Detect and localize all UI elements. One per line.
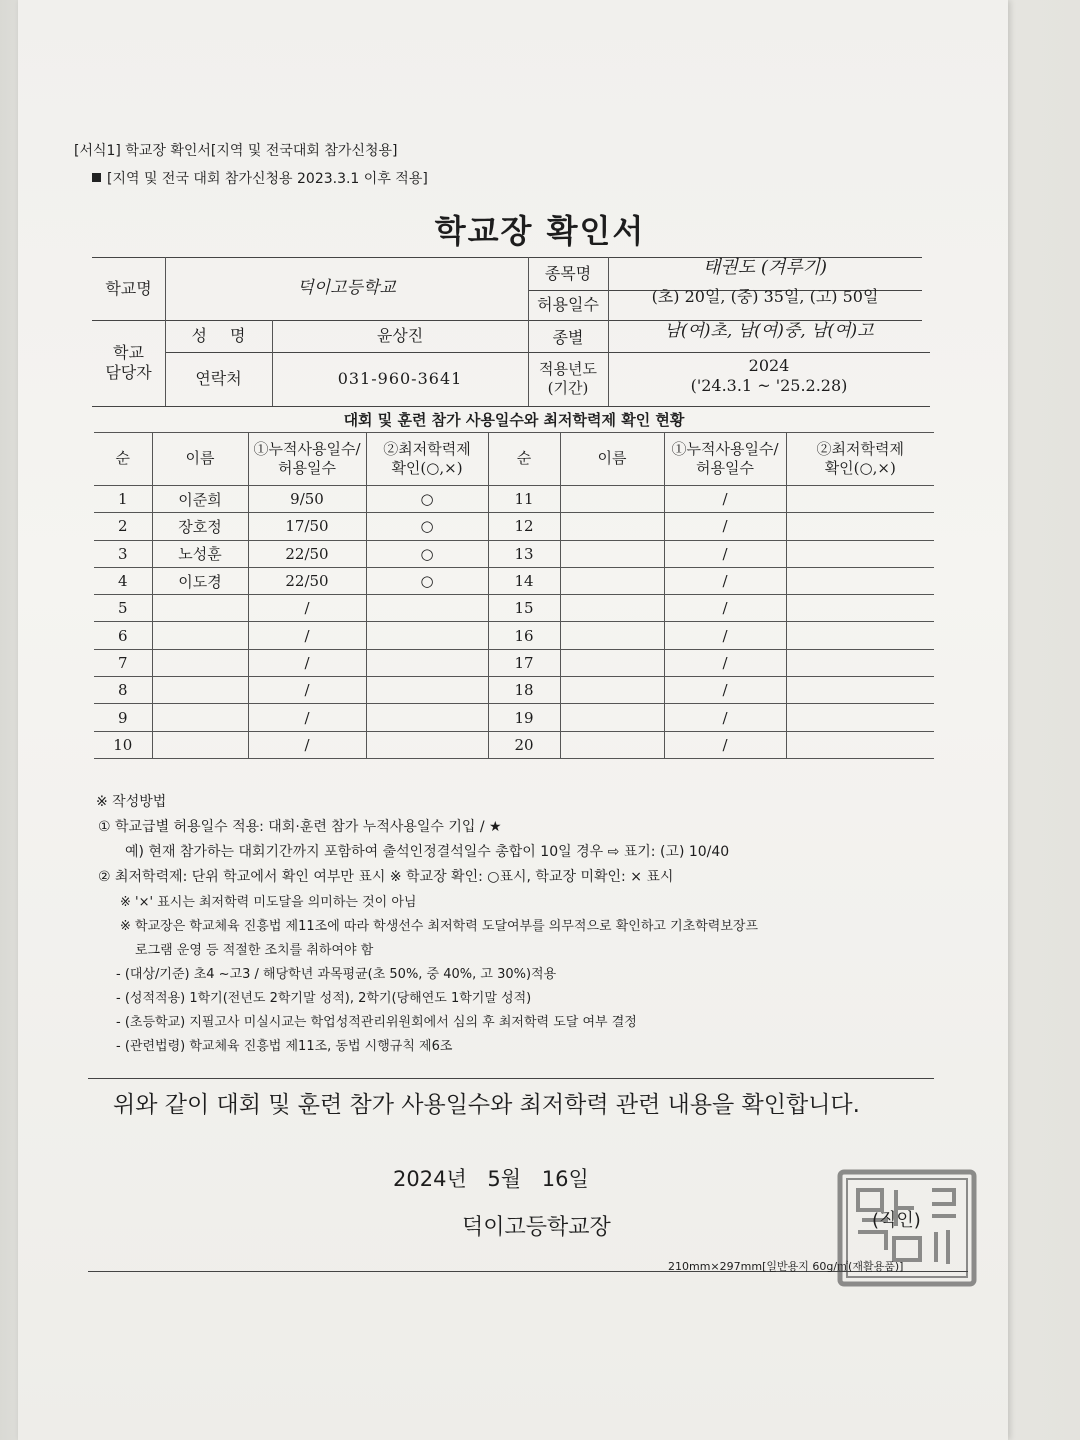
row-no: 4 [94,567,152,594]
row-no-right: 20 [488,731,560,758]
row-name-right [560,704,664,731]
row-check-right [786,731,934,758]
row-name [152,731,248,758]
header-no: 순 [94,433,152,486]
principal-name: 덕이고등학교장 [462,1215,611,1240]
row-days: 22/50 [248,540,366,567]
document-title: 학교장 확인서 [434,212,646,250]
name-label: 성 명 [191,326,246,345]
row-check [366,704,488,731]
seal-label: (직인) [872,1210,921,1231]
table-row [94,622,934,649]
row-no-right: 14 [488,567,560,594]
confirm-top-line [88,1078,934,1079]
contact-label: 연락처 [195,369,242,388]
row-check-right [786,649,934,676]
scope-caption-text: [지역 및 전국 대회 참가신청용 2023.3.1 이후 적용] [107,171,428,187]
row-days-right: / [664,677,786,704]
header-check-right: ②최저학력제 확인(○,×) [786,433,934,486]
row-days: 17/50 [248,513,366,540]
row-check: ○ [366,567,488,594]
allowed-days-value: (초) 20일, (중) 35일, (고) 50일 [651,287,879,306]
row-check [366,677,488,704]
row-no-right: 11 [488,486,560,513]
school-value: 덕이고등학교 [297,277,396,298]
row-check-right [786,622,934,649]
school-label: 학교명 [105,278,152,298]
manager-label: 학교 담당자 [105,343,152,382]
note-line-2: 예) 현재 참가하는 대회기간까지 포함하여 출석인정결석일수 총합이 10일 경우 ⇨ 표기: (고) 10/40 [125,844,730,860]
row-days-right: / [664,486,786,513]
row-name-right [560,595,664,622]
row-days-right: / [664,704,786,731]
header-no-right: 순 [488,433,560,486]
row-no: 1 [94,486,152,513]
confirmation-date: 2024년 5월 16일 [393,1167,589,1191]
row-check-right [786,595,934,622]
row-check: ○ [366,513,488,540]
table-row [94,486,934,513]
header-days: ①누적사용일수/ 허용일수 [248,433,366,486]
row-no: 5 [94,595,152,622]
row-days-right: / [664,622,786,649]
row-no: 6 [94,622,152,649]
row-no: 7 [94,649,152,676]
row-no: 9 [94,704,152,731]
header-check: ②최저학력제 확인(○,×) [366,433,488,486]
year-value: 2024 [748,356,790,375]
row-no-right: 13 [488,540,560,567]
allowed-days-label: 허용일수 [537,295,599,314]
row-days: / [248,704,366,731]
section-title: 대회 및 훈련 참가 사용일수와 최저학력제 확인 현황 [343,410,685,429]
row-name [152,595,248,622]
table-row [94,567,934,594]
row-check [366,622,488,649]
note-line-6: 로그램 운영 등 적절한 조치를 취하여야 함 [135,943,374,958]
row-name-right [560,540,664,567]
row-name: 장호정 [152,513,248,540]
row-name: 노성훈 [152,540,248,567]
row-no-right: 16 [488,622,560,649]
scope-caption [92,168,428,188]
type-label: 종별 [552,328,584,347]
row-no-right: 18 [488,677,560,704]
table-row [94,513,934,540]
row-check-right [786,567,934,594]
row-check: ○ [366,540,488,567]
name-value: 윤상진 [376,326,424,345]
note-line-1: ① 학교급별 허용일수 적용: 대회·훈련 참가 누적사용일수 기입 / ★ [98,819,502,835]
row-name-right [560,649,664,676]
row-check-right [786,677,934,704]
row-days: / [248,622,366,649]
row-no: 10 [94,731,152,758]
row-days: / [248,731,366,758]
row-check: ○ [366,486,488,513]
note-line-3: ② 최저학력제: 단위 학교에서 확인 여부만 표시 ※ 학교장 확인: ○표시, 학교장 미확인: × 표시 [98,869,674,885]
row-check [366,731,488,758]
confirmation-text: 위와 같이 대회 및 훈련 참가 사용일수와 최저학력 관련 내용을 확인합니다. [113,1092,860,1118]
header-days-right: ①누적사용일수/ 허용일수 [664,433,786,486]
row-name-right [560,486,664,513]
row-name: 이준희 [152,486,248,513]
row-days: / [248,649,366,676]
notes-heading: ※ 작성방법 [96,794,167,810]
row-days: / [248,595,366,622]
roster-table [94,432,934,759]
row-check-right [786,540,934,567]
note-line-10: - (관련법령) 학교체육 진흥법 제11조, 동법 시행규칙 제6조 [116,1039,453,1054]
year-label: 적용년도 (기간) [539,360,597,397]
sport-label: 종목명 [544,263,592,283]
row-name-right [560,731,664,758]
row-no: 2 [94,513,152,540]
table-row [94,731,934,758]
sport-value: 태권도 (겨루기) [702,257,828,279]
row-no-right: 12 [488,513,560,540]
row-no-right: 17 [488,649,560,676]
row-days: 9/50 [248,486,366,513]
row-name-right [560,622,664,649]
row-no-right: 19 [488,704,560,731]
row-name [152,677,248,704]
row-check [366,649,488,676]
row-name: 이도경 [152,567,248,594]
note-line-5: ※ 학교장은 학교체육 진흥법 제11조에 따라 학생선수 최저학력 도달여부를 의무적으로 확인하고 기초학력보장프 [120,919,759,934]
row-days-right: / [664,513,786,540]
row-days-right: / [664,731,786,758]
header-name-right: 이름 [560,433,664,486]
note-line-4: ※ '×' 표시는 최저학력 미도달을 의미하는 것이 아님 [120,895,417,910]
row-days-right: / [664,649,786,676]
row-days-right: / [664,595,786,622]
row-no: 3 [94,540,152,567]
table-row [94,595,934,622]
row-no: 8 [94,677,152,704]
type-value: 남(여)초, 남(여)중, 남(여)고 [664,321,874,342]
row-check-right [786,513,934,540]
period-value: ('24.3.1 ~ '25.2.28) [690,376,848,395]
form-caption: [서식1] 학교장 확인서[지역 및 전국대회 참가신청용] [74,143,398,159]
note-line-7: - (대상/기준) 초4 ~고3 / 해당학년 과목평균(초 50%, 중 40%, 고 30%)적용 [116,967,557,982]
note-line-8: - (성적적용) 1학기(전년도 2학기말 성적), 2학기(당해연도 1학기말 성적) [116,991,532,1006]
table-row [94,677,934,704]
paper-spec: 210mm×297mm[일반용지 60g/㎡(재활용품)] [668,1260,904,1273]
row-check-right [786,704,934,731]
table-row [94,649,934,676]
row-check-right [786,486,934,513]
square-bullet-icon [92,173,101,182]
header-name: 이름 [152,433,248,486]
row-name-right [560,567,664,594]
row-name [152,622,248,649]
row-no-right: 15 [488,595,560,622]
row-name-right [560,513,664,540]
note-line-9: - (초등학교) 지필고사 미실시교는 학업성적관리위원회에서 심의 후 최저학력 도달 여부 결정 [116,1015,637,1030]
row-name [152,649,248,676]
table-row [94,704,934,731]
row-name-right [560,677,664,704]
row-days: / [248,677,366,704]
row-days: 22/50 [248,567,366,594]
row-name [152,704,248,731]
contact-value: 031-960-3641 [337,369,463,388]
row-days-right: / [664,540,786,567]
row-days-right: / [664,567,786,594]
table-row [94,540,934,567]
row-check [366,595,488,622]
table-header-row [94,433,934,486]
